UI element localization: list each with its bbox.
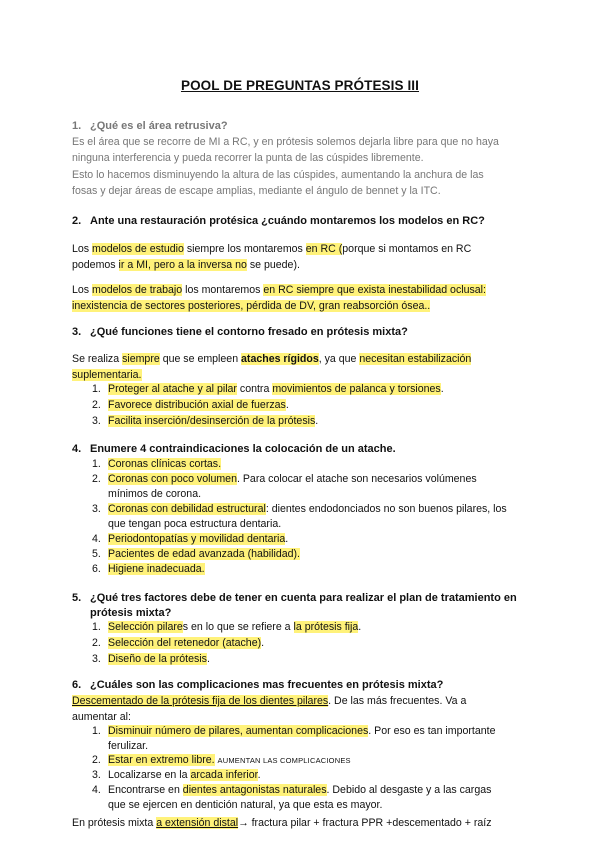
- question-number: 4.: [72, 443, 82, 455]
- text-line: Descementado de la prótesis fija de los dientes pilares. De las más frecuentes. Va a: [72, 695, 467, 707]
- question-number: 3.: [72, 326, 82, 338]
- question-2: [72, 214, 532, 229]
- text-line: inexistencia de sectores posteriores, pérdida de DV, gran reabsorción ósea..: [72, 300, 431, 312]
- question-text: ¿Qué funciones tiene el contorno fresado en prótesis mixta?: [90, 326, 408, 338]
- list-item: 3. Diseño de la prótesis.: [92, 653, 210, 665]
- page-title: POOL DE PREGUNTAS PRÓTESIS III: [180, 78, 420, 93]
- list-item: 3. Localizarse en la arcada inferior.: [92, 769, 261, 781]
- text-line: Los modelos de estudio siempre los montaremos en RC (porque si montamos en RC: [72, 243, 472, 255]
- answer-2-paragraph-2: [72, 282, 532, 314]
- list-item: 4. Encontrarse en dientes antagonistas naturales. Debido al desgaste y a las cargas que se ejercen en dentición natural, ya que esta es mayor.: [92, 784, 492, 811]
- list-item: 5. Pacientes de edad avanzada (habilidad).: [92, 548, 301, 560]
- question-1: [72, 119, 532, 134]
- question-number: 5.: [72, 592, 82, 604]
- question-number: 1.: [72, 120, 82, 132]
- list-item: 1. Selección pilares en lo que se refiere a la prótesis fija.: [92, 621, 362, 633]
- answer-2-paragraph-1: [72, 241, 532, 273]
- answer-3-intro: [72, 351, 532, 383]
- list-item: 2. Coronas con poco volumen. Para colocar el atache son necesarios volúmenes mínimos de corona.: [92, 473, 477, 500]
- question-text: ¿Qué es el área retrusiva?: [90, 120, 228, 132]
- text-line: Los modelos de trabajo los montaremos en RC siempre que exista inestabilidad oclusal:: [72, 284, 486, 296]
- question-text-continued: prótesis mixta?: [90, 607, 172, 619]
- text-line: fosas y dejar áreas de escape amplias, mediante el ángulo de bennet y la ITC.: [72, 185, 441, 197]
- question-text: Enumere 4 contraindicaciones la colocación de un atache.: [90, 443, 396, 455]
- question-6: [72, 678, 532, 693]
- list-item: 3. Facilita inserción/desinserción de la prótesis.: [92, 415, 319, 427]
- list-item: 6. Higiene inadecuada.: [92, 563, 205, 575]
- list-item: 1. Coronas clínicas cortas.: [92, 458, 222, 470]
- answer-6-intro: [72, 693, 532, 725]
- question-number: 6.: [72, 679, 82, 691]
- text-line: ninguna interferencia y pueda recorrer la punta de las cúspides libremente.: [72, 152, 424, 164]
- question-5: [72, 591, 532, 621]
- question-text: ¿Cuáles son las complicaciones mas frecuentes en prótesis mixta?: [90, 679, 444, 691]
- question-3: [72, 325, 532, 340]
- answer-6-closing: En prótesis mixta a extensión distal→ fractura pilar + fractura PPR +descementado + raíz: [72, 817, 492, 829]
- list-item: 2. Estar en extremo libre. AUMENTAN LAS COMPLICACIONES: [92, 754, 351, 766]
- question-text: Ante una restauración protésica ¿cuándo montaremos los modelos en RC?: [90, 215, 485, 227]
- text-line: Se realiza siempre que se empleen ataches rígidos, ya que necesitan estabilización: [72, 353, 472, 365]
- list-item: 4. Periodontopatías y movilidad dentaria.: [92, 533, 289, 545]
- text-line: suplementaria.: [72, 369, 142, 381]
- text-line: podemos ir a MI, pero a la inversa no se puede).: [72, 259, 300, 271]
- list-item: 1. Proteger al atache y al pilar contra movimientos de palanca y torsiones.: [92, 383, 444, 395]
- question-number: 2.: [72, 215, 82, 227]
- list-item: 2. Favorece distribución axial de fuerzas.: [92, 399, 289, 411]
- text-line: Es el área que se recorre de MI a RC, y en prótesis solemos dejarla libre para que no haya: [72, 136, 499, 148]
- question-4: [72, 442, 532, 457]
- list-item: 3. Coronas con debilidad estructural: dientes endodonciados no son buenos pilares, los que tengan poca estructura dentaria.: [92, 503, 507, 530]
- answer-1-paragraph-1: [72, 134, 532, 166]
- text-line: aumentar al:: [72, 711, 131, 723]
- list-item: 2. Selección del retenedor (atache).: [92, 637, 265, 649]
- question-text: ¿Qué tres factores debe de tener en cuenta para realizar el plan de tratamiento en: [90, 592, 517, 604]
- list-item: 1. Disminuir número de pilares, aumentan complicaciones. Por eso es tan importante ferulizar.: [92, 725, 496, 752]
- answer-1-paragraph-2: [72, 167, 532, 199]
- text-line: Esto lo hacemos disminuyendo la altura de las cúspides, aumentando la anchura de las: [72, 169, 484, 181]
